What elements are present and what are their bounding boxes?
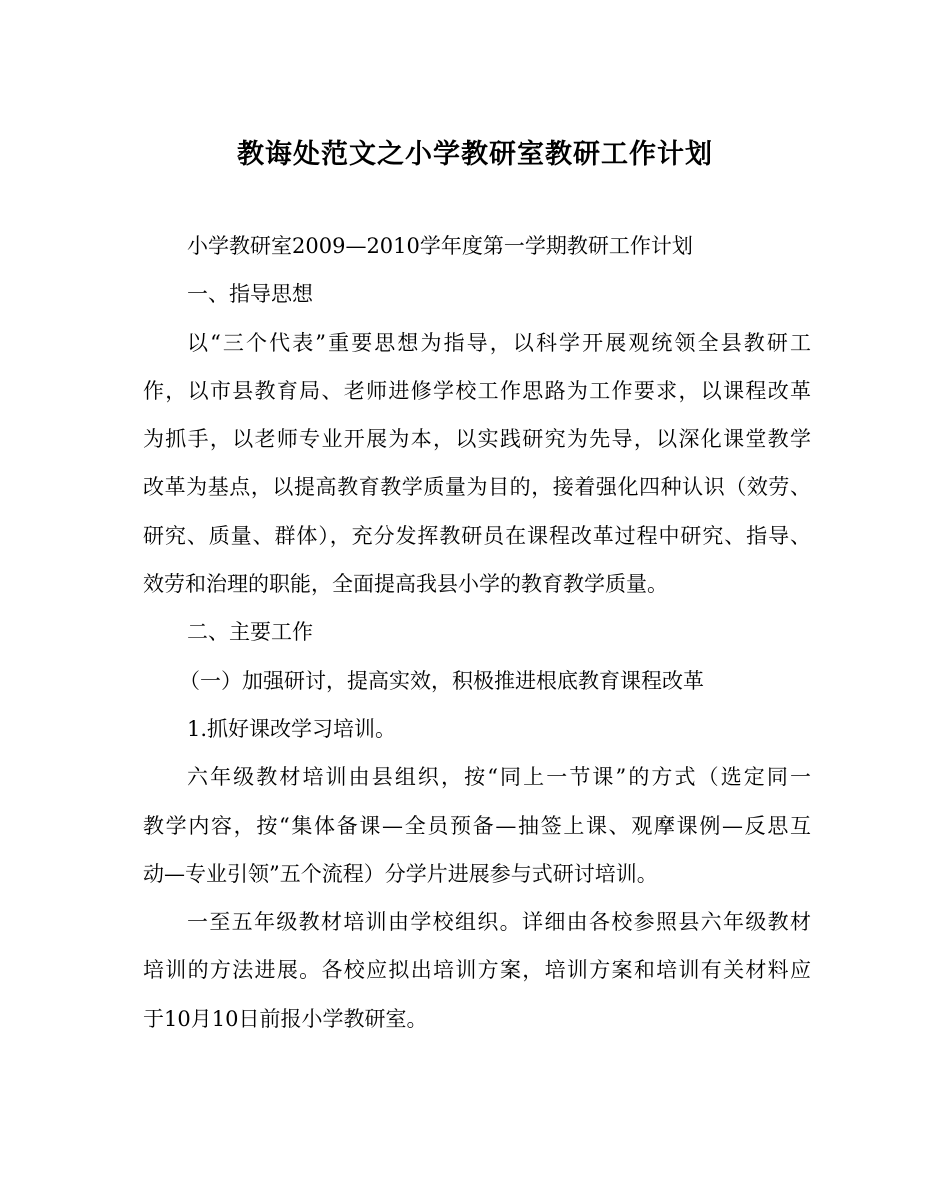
document-title: 教诲处范文之小学教研室教研工作计划: [237, 139, 713, 170]
subtitle-line: 小学教研室2009—2010学年度第一学期教研工作计划: [187, 234, 693, 258]
section-heading-main-work: 二、主要工作: [187, 620, 313, 645]
paragraph-line: 培训的方法进展。各校应拟出培训方案，培训方案和培训有关材料应: [143, 958, 811, 983]
section-heading-guiding-ideology: 一、指导思想: [187, 282, 313, 307]
document-body: [143, 222, 811, 1043]
paragraph-line: 作，以市县教育局、老师进修学校工作思路为工作要求，以课程改革: [143, 378, 811, 403]
paragraph-line: 于10月10日前报小学教研室。: [143, 1006, 428, 1031]
subsection-heading: （一）加强研讨，提高实效，积极推进根底教育课程改革: [179, 668, 704, 693]
paragraph-line: 效劳和治理的职能，全面提高我县小学的教育教学质量。: [143, 572, 668, 597]
paragraph-line: 以“三个代表”重要思想为指导，以科学开展观统领全县教研工: [187, 330, 811, 355]
paragraph-line: 为抓手，以老师专业开展为本，以实践研究为先导，以深化课堂教学: [143, 427, 811, 452]
paragraph-line: 改革为基点，以提高教育教学质量为目的，接着强化四种认识（效劳、: [143, 475, 811, 500]
paragraph-line: 六年级教材培训由县组织，按“同上一节课”的方式（选定同一: [187, 765, 811, 790]
paragraph-line: 教学内容，按“集体备课—全员预备—抽签上课、观摩课例—反思互: [143, 813, 811, 838]
paragraph-line: 动—专业引领”五个流程）分学片进展参与式研讨培训。: [143, 861, 658, 886]
paragraph-line: 一至五年级教材培训由学校组织。详细由各校参照县六年级教材: [187, 910, 811, 935]
item-heading: 1.抓好课改学习培训。: [187, 716, 397, 741]
paragraph-line: 研究、质量、群体），充分发挥教研员在课程改革过程中研究、指导、: [143, 523, 811, 548]
